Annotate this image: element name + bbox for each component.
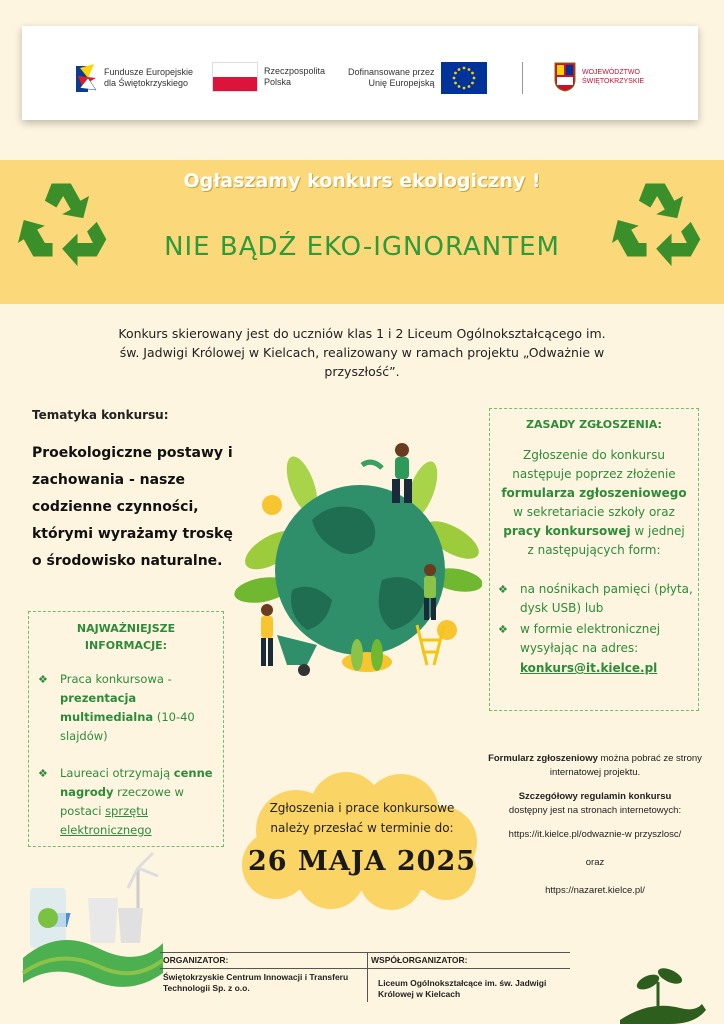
coorganizer-name: Liceum Ogólnokształcące im. św. Jadwigi Królowej w Kielcach (378, 978, 547, 999)
deadline-date: 26 MAJA 2025 (247, 846, 477, 877)
form-info: Formularz zgłoszeniowy można pobrać ze strony internatowej projektu. (488, 753, 702, 778)
rp-logo (212, 62, 325, 92)
list-item: ❖ w formie elektronicznej wysyłając na adres: (498, 622, 661, 655)
rules-title: ZASADY ZGŁOSZENIA: (526, 418, 662, 431)
diamond-bullet-icon: ❖ (498, 583, 508, 596)
footer-divider (160, 968, 570, 969)
ue-logo (348, 62, 487, 94)
deadline-text: Zgłoszenia i prace konkursowe należy przesłać w terminie do: (269, 801, 455, 835)
url-link-1[interactable]: https://it.kielce.pl/odwaznie-w przyszlosc/ (508, 829, 682, 840)
organizer-name: Świętokrzyskie Centrum Innowacji i Transferu Technologii Sp. z o.o. (163, 972, 349, 993)
fe-star-icon (74, 62, 98, 94)
logo-divider (522, 62, 523, 94)
footer-divider (160, 952, 570, 953)
rules-text: Zgłoszenie do konkursu następuje poprzez złożenie formularza zgłoszeniowego w sekretariacie szkoły oraz pracy konkursowej w jednej z następujących form: (501, 448, 687, 557)
list-item: ❖ Laureaci otrzymają cenne nagrody rzeczowe w postaci sprzętu elektronicznego (38, 766, 213, 837)
earth-illustration (232, 430, 482, 690)
diamond-bullet-icon: ❖ (498, 623, 508, 636)
info-list (38, 670, 218, 858)
oraz-text: oraz (585, 857, 605, 868)
banner-title: Ogłaszamy konkurs ekologiczny ! (183, 170, 541, 192)
coorganizer-label: WSPÓŁORGANIZATOR: (371, 955, 468, 965)
diamond-bullet-icon: ❖ (38, 767, 48, 780)
hand-plant-icon (610, 960, 710, 1024)
woj-logo-text: WOJEWÓDZTWO ŚWIĘTOKRZYSKIE (582, 69, 645, 85)
info-title: NAJWAŻNIEJSZE INFORMACJE: (76, 622, 176, 652)
rules-list (498, 580, 694, 660)
email-link[interactable]: konkurs@it.kielce.pl (520, 661, 658, 675)
rules-info: Szczegółowy regulamin konkursu dostępny jest na stronach internetowych: (508, 791, 682, 816)
green-energy-illustration (18, 848, 168, 1008)
list-item: ❖ Praca konkursowa - prezentacja multimedialna (10-40 slajdów) (38, 672, 195, 743)
rp-logo-text: Rzeczpospolita Polska (264, 66, 326, 87)
woj-logo (554, 62, 644, 92)
intro-text: Konkurs skierowany jest do uczniów klas 1 i 2 Liceum Ogólnokształcącego im. św. Jadwigi Królowej w Kielcach, realizowany w ramach projektu „Odważnie w przyszłość”. (118, 326, 606, 379)
tematyka-text: Proekologiczne postawy i zachowania - nasze codzienne czynności, którymi wyrażamy troskę o środowisko naturalne. (32, 445, 233, 569)
organizer-label: ORGANIZATOR: (163, 955, 229, 965)
logo-bar (22, 26, 698, 120)
right-info (480, 752, 710, 908)
polish-flag-icon (212, 62, 258, 92)
tematyka-label: Tematyka konkursu: (32, 408, 169, 422)
list-item: ❖ na nośnikach pamięci (płyta, dysk USB) lub (498, 582, 693, 615)
footer-separator (367, 952, 368, 1002)
diamond-bullet-icon: ❖ (38, 673, 48, 686)
fe-logo (74, 62, 193, 94)
cloud-shape (236, 770, 488, 910)
url-link-2[interactable]: https://nazaret.kielce.pl/ (545, 885, 645, 896)
coat-of-arms-icon (554, 62, 576, 92)
eu-flag-icon (441, 62, 487, 94)
ue-logo-text: Dofinansowane przez Unię Europejską (348, 67, 435, 88)
fe-logo-text: Fundusze Europejskie dla Świętokrzyskiego (104, 67, 194, 88)
banner-subtitle: NIE BĄDŹ EKO-IGNORANTEM (164, 232, 560, 262)
